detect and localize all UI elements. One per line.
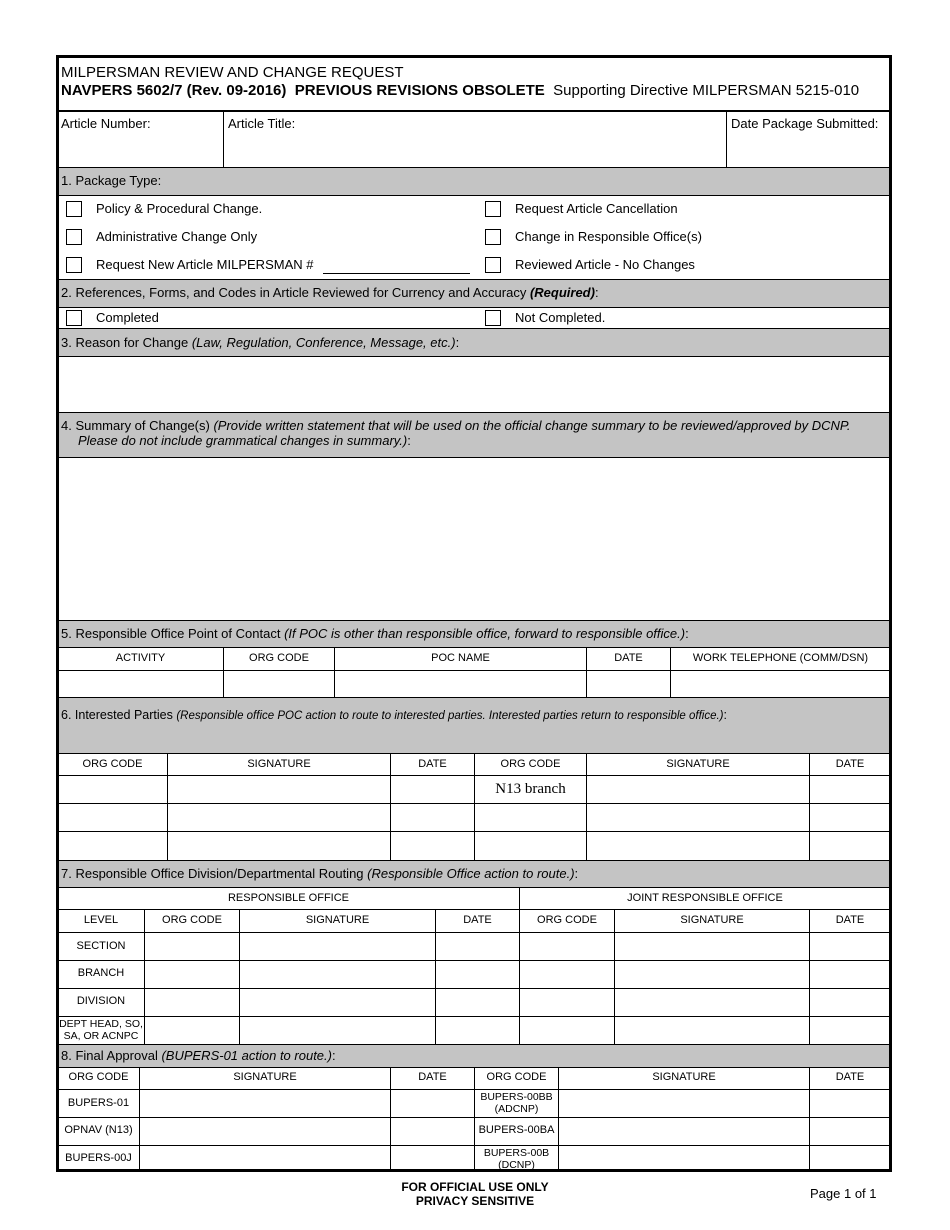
section4-title: 4. Summary of Change(s) — [61, 418, 214, 433]
colon: : — [594, 285, 599, 300]
org-bupers-00ba: BUPERS-00BA — [478, 1124, 555, 1136]
level-branch: BRANCH — [77, 967, 125, 979]
rule — [58, 279, 890, 280]
col-header-org-code: ORG CODE — [162, 914, 222, 926]
col-header-org-code: ORG CODE — [486, 1071, 547, 1083]
joint-responsible-office-heading: JOINT RESPONSIBLE OFFICE — [627, 892, 783, 904]
org-bupers-00bb: BUPERS-00BB (ADCNP) — [480, 1091, 553, 1115]
cancellation-label: Request Article Cancellation — [515, 201, 678, 216]
section5-hint: (If POC is other than responsible office, forward to responsible office.) — [284, 626, 686, 641]
summary-of-changes-field[interactable] — [60, 459, 888, 618]
rule — [58, 647, 890, 648]
interested-party-org-code-entry[interactable]: N13 branch — [495, 781, 566, 797]
section1-label: 1. Package Type: — [61, 173, 162, 188]
col-header-org-code: ORG CODE — [500, 758, 561, 770]
article-number-field[interactable] — [62, 133, 220, 165]
section2-label — [61, 285, 599, 300]
col-header-org-code: ORG CODE — [537, 914, 597, 926]
new-article-number-input[interactable] — [323, 258, 470, 274]
col-header-signature: SIGNATURE — [233, 1071, 297, 1083]
divider — [474, 753, 475, 860]
section4-label — [61, 418, 851, 433]
form-subtitle — [61, 82, 859, 99]
col-header-date: DATE — [614, 652, 643, 664]
policy-change-label: Policy & Procedural Change. — [96, 201, 263, 216]
section7-hint: (Responsible Office action to route.) — [367, 866, 575, 881]
divider — [223, 111, 224, 168]
col-header-date: DATE — [835, 914, 865, 926]
divider — [726, 111, 727, 168]
section3-hint: (Law, Regulation, Conference, Message, etc.) — [191, 335, 456, 350]
administrative-change-checkbox[interactable] — [66, 229, 82, 245]
col-header-poc-name: POC NAME — [431, 652, 490, 664]
divider — [586, 753, 587, 860]
required-note: (Required) — [529, 285, 595, 300]
divider — [586, 647, 587, 697]
section4-label-line2 — [78, 433, 411, 448]
org-bupers-00b: BUPERS-00B (DCNP) — [483, 1147, 550, 1171]
level-division: DIVISION — [76, 995, 126, 1007]
section8-title: 8. Final Approval — [61, 1048, 162, 1063]
level-dept-head: DEPT HEAD, SO, SA, OR ACNPC — [59, 1018, 143, 1042]
poc-name-cell[interactable] — [336, 672, 585, 696]
divider — [670, 647, 671, 697]
col-header-telephone: WORK TELEPHONE (COMM/DSN) — [692, 652, 869, 664]
responsible-office-change-checkbox[interactable] — [485, 229, 501, 245]
col-header-signature: SIGNATURE — [305, 914, 370, 926]
footer-fouo: FOR OFFICIAL USE ONLY — [401, 1180, 549, 1194]
article-title-field[interactable] — [228, 133, 722, 165]
new-article-checkbox[interactable] — [66, 257, 82, 273]
section6-hint: (Responsible office POC action to route to interested parties. Interested parties return to responsible office.) — [176, 710, 724, 722]
new-article-label: Request New Article MILPERSMAN # — [96, 257, 314, 272]
rule — [58, 1016, 890, 1017]
rule — [58, 988, 890, 989]
colon: : — [331, 1048, 336, 1063]
col-header-signature: SIGNATURE — [680, 914, 744, 926]
rule — [58, 457, 890, 458]
rule — [58, 860, 890, 861]
responsible-office-change-label: Change in Responsible Office(s) — [515, 229, 702, 244]
divider — [390, 753, 391, 860]
form-number: NAVPERS 5602/7 (Rev. 09-2016) — [61, 82, 287, 99]
org-bupers-00j: BUPERS-00J — [65, 1152, 132, 1164]
rule — [58, 670, 890, 671]
col-header-date: DATE — [418, 1071, 447, 1083]
col-header-signature: SIGNATURE — [247, 758, 311, 770]
footer-privacy: PRIVACY SENSITIVE — [415, 1194, 535, 1208]
form-title: MILPERSMAN REVIEW AND CHANGE REQUEST — [61, 64, 404, 81]
rule — [58, 960, 890, 961]
rule — [58, 1044, 890, 1045]
page-number: Page 1 of 1 — [810, 1186, 877, 1201]
colon: : — [407, 433, 411, 448]
rule — [58, 909, 890, 910]
divider — [614, 909, 615, 1044]
col-header-org-code: ORG CODE — [82, 758, 143, 770]
header-rule — [58, 110, 890, 112]
colon: : — [685, 626, 689, 641]
rule — [58, 697, 890, 698]
not-completed-checkbox[interactable] — [485, 310, 501, 326]
poc-activity-cell[interactable] — [60, 672, 222, 696]
rule — [58, 356, 890, 357]
divider — [390, 1067, 391, 1170]
section8-hint: (BUPERS-01 action to route.) — [161, 1048, 332, 1063]
divider — [519, 887, 520, 1044]
divider — [435, 909, 436, 1044]
col-header-level: LEVEL — [83, 914, 119, 926]
no-changes-label: Reviewed Article - No Changes — [515, 257, 695, 272]
col-header-activity: ACTIVITY — [115, 652, 166, 664]
rule — [58, 167, 890, 168]
poc-telephone-cell[interactable] — [672, 672, 888, 696]
rule — [58, 887, 890, 888]
divider — [223, 647, 224, 697]
col-header-signature: SIGNATURE — [652, 1071, 716, 1083]
divider — [334, 647, 335, 697]
level-section: SECTION — [76, 940, 126, 952]
section7-label — [61, 866, 578, 881]
divider — [809, 1067, 810, 1170]
cancellation-checkbox[interactable] — [485, 201, 501, 217]
responsible-office-heading: RESPONSIBLE OFFICE — [227, 892, 350, 904]
col-header-date: DATE — [835, 758, 865, 770]
rule — [58, 195, 890, 196]
rule — [58, 307, 890, 308]
col-header-signature: SIGNATURE — [666, 758, 730, 770]
divider — [809, 753, 810, 860]
section5-label — [61, 626, 689, 641]
administrative-change-label: Administrative Change Only — [96, 229, 258, 244]
obsolete-notice: PREVIOUS REVISIONS OBSOLETE — [294, 82, 545, 99]
completed-label: Completed — [96, 310, 159, 325]
section4-hint-line2: Please do not include grammatical changes in summary.) — [78, 433, 408, 448]
colon: : — [574, 866, 579, 881]
not-completed-label: Not Completed. — [515, 310, 606, 325]
divider — [558, 1067, 559, 1170]
colon: : — [455, 335, 460, 350]
date-submitted-label: Date Package Submitted: — [731, 116, 879, 131]
section3-title: 3. Reason for Change — [61, 335, 192, 350]
section6-title: 6. Interested Parties — [61, 708, 177, 722]
divider — [809, 909, 810, 1044]
section8-label — [61, 1048, 336, 1063]
section3-label — [61, 335, 459, 350]
footer-classification — [375, 1180, 575, 1208]
col-header-org-code: ORG CODE — [68, 1071, 129, 1083]
org-opnav-n13: OPNAV (N13) — [64, 1124, 133, 1136]
section6-label — [61, 708, 727, 722]
divider — [139, 1067, 140, 1170]
rule — [58, 328, 890, 329]
policy-change-checkbox[interactable] — [66, 201, 82, 217]
colon: : — [723, 708, 727, 722]
org-bupers-01: BUPERS-01 — [67, 1097, 130, 1109]
divider — [144, 909, 145, 1044]
no-changes-checkbox[interactable] — [485, 257, 501, 273]
col-header-date: DATE — [835, 1071, 865, 1083]
rule — [58, 932, 890, 933]
poc-date-cell[interactable] — [588, 672, 669, 696]
completed-checkbox[interactable] — [66, 310, 82, 326]
rule — [58, 412, 890, 413]
article-number-label: Article Number: — [61, 116, 151, 131]
col-header-date: DATE — [418, 758, 447, 770]
rule — [58, 620, 890, 621]
divider — [167, 753, 168, 860]
divider — [239, 909, 240, 1044]
article-title-label: Article Title: — [228, 116, 296, 131]
col-header-date: DATE — [463, 914, 492, 926]
section7-title: 7. Responsible Office Division/Departmental Routing — [61, 866, 368, 881]
section2-title: 2. References, Forms, and Codes in Article Reviewed for Currency and Accuracy — [61, 285, 530, 300]
reason-for-change-field[interactable] — [60, 358, 888, 410]
section4-hint-line1: (Provide written statement that will be used on the official change summary to be reviewed/approved by DCNP. — [213, 418, 851, 433]
poc-org-code-cell[interactable] — [225, 672, 333, 696]
date-submitted-field[interactable] — [731, 133, 887, 165]
col-header-org-code: ORG CODE — [249, 652, 309, 664]
section5-title: 5. Responsible Office Point of Contact — [61, 626, 285, 641]
directive: Supporting Directive MILPERSMAN 5215-010 — [553, 82, 860, 99]
